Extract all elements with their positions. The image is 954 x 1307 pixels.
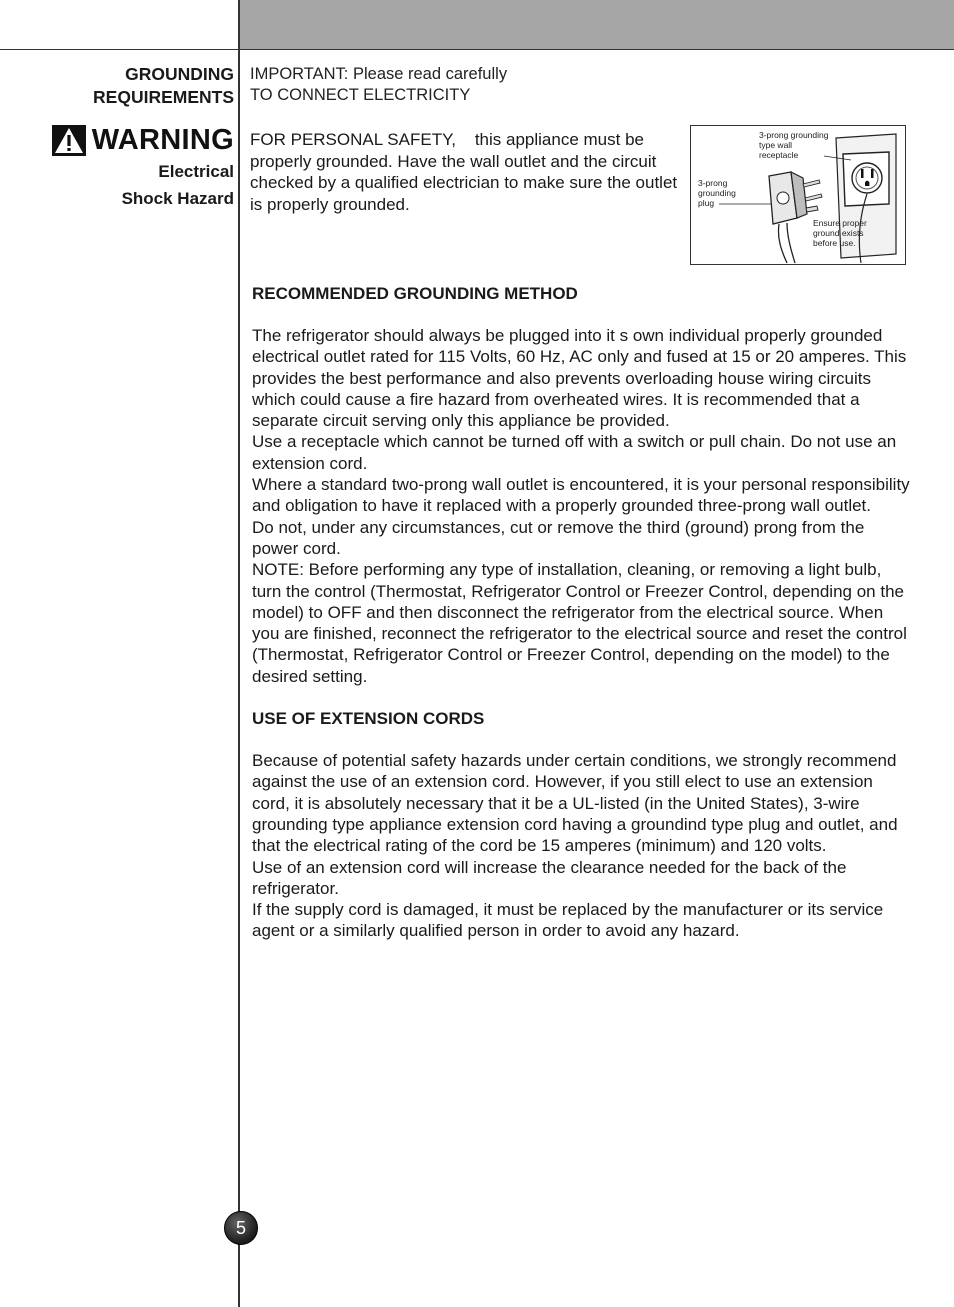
warning-label: WARNING <box>91 124 234 156</box>
header-rule <box>0 49 954 50</box>
extension-paragraph: Use of an extension cord will increase the clearance needed for the back of the refrigerator. <box>252 857 847 898</box>
section-spacer <box>252 687 914 708</box>
section-title-line2: REQUIREMENTS <box>93 87 234 107</box>
section-title-line1: GROUNDING <box>125 64 234 84</box>
receptacle-label: 3-prong grounding type wall receptacle <box>759 130 829 160</box>
page-number: 5 <box>224 1211 258 1245</box>
important-line1: IMPORTANT: Please read carefully <box>250 65 508 83</box>
header-bar <box>240 0 954 50</box>
grounding-paragraph: Do not, under any circumstances, cut or remove the third (ground) prong from the power cord. <box>252 517 865 558</box>
important-line2: TO CONNECT ELECTRICITY <box>250 86 471 104</box>
ensure-ground-label: Ensure proper ground exists before use. <box>813 218 867 248</box>
warning-banner <box>0 123 234 157</box>
grounding-plug-figure <box>690 125 906 265</box>
grounding-paragraph: NOTE: Before performing any type of installation, cleaning, or removing a light bulb, turn the control (Thermostat, Refrigerator Control or Freezer Control, depending on the model) to OFF and then disconnect the refrigerator from the electrical source. When you are finished, reconnect the refrigerator to the electrical source and reset the control (Thermostat, Refrigerator Control or Freezer Control, depending on the model) to the desired setting. <box>252 560 907 686</box>
grounding-paragraph: Where a standard two-prong wall outlet is encountered, it is your personal responsibility and obligation to have it replaced with a properly grounded three-prong wall outlet. <box>252 475 910 516</box>
warning-triangle-icon <box>52 125 86 156</box>
column-divider <box>238 0 240 1307</box>
grounding-method-heading: RECOMMENDED GROUNDING METHOD <box>252 284 578 303</box>
extension-paragraph: Because of potential safety hazards under certain conditions, we strongly recommend against the use of an extension cord. However, if you still elect to use an extension cord, it is absolutely necessary that it be a UL-listed (in the United States), 3-wire grounding type appliance extension cord having a groundind type plug and outlet, and that the electrical rating of the cord be 15 amperes (minimum) and 120 volts. <box>252 751 898 856</box>
plug-label: 3-prong grounding plug <box>698 178 736 208</box>
extension-paragraph: If the supply cord is damaged, it must be replaced by the manufacturer or its service agent or a similarly qualified person in order to avoid any hazard. <box>252 900 884 941</box>
grounding-paragraph: The refrigerator should always be plugged into it s own individual properly grounded electrical outlet rated for 115 Volts, 60 Hz, AC only and fused at 15 or 20 amperes. This provides the best performance and also prevents overloading house wiring circuits which could cause a fire hazard from overheated wires. It is recommended that a separate circuit serving only this appliance be provided. <box>252 326 907 431</box>
extension-cords-heading: USE OF EXTENSION CORDS <box>252 709 485 729</box>
safety-text: FOR PERSONAL SAFETY, this appliance must be properly grounded. Have the wall outlet and the circuit checked by a qualified electrician to make sure the outlet is properly grounded. <box>250 130 682 214</box>
important-notice <box>250 64 507 106</box>
hazard-line2: Shock Hazard <box>121 189 234 208</box>
grounding-paragraph: Use a receptacle which cannot be turned off with a switch or pull chain. Do not use an extension cord. <box>252 432 897 473</box>
sidebar <box>0 63 234 211</box>
hazard-line1: Electrical <box>158 162 234 181</box>
main-content <box>252 283 914 942</box>
